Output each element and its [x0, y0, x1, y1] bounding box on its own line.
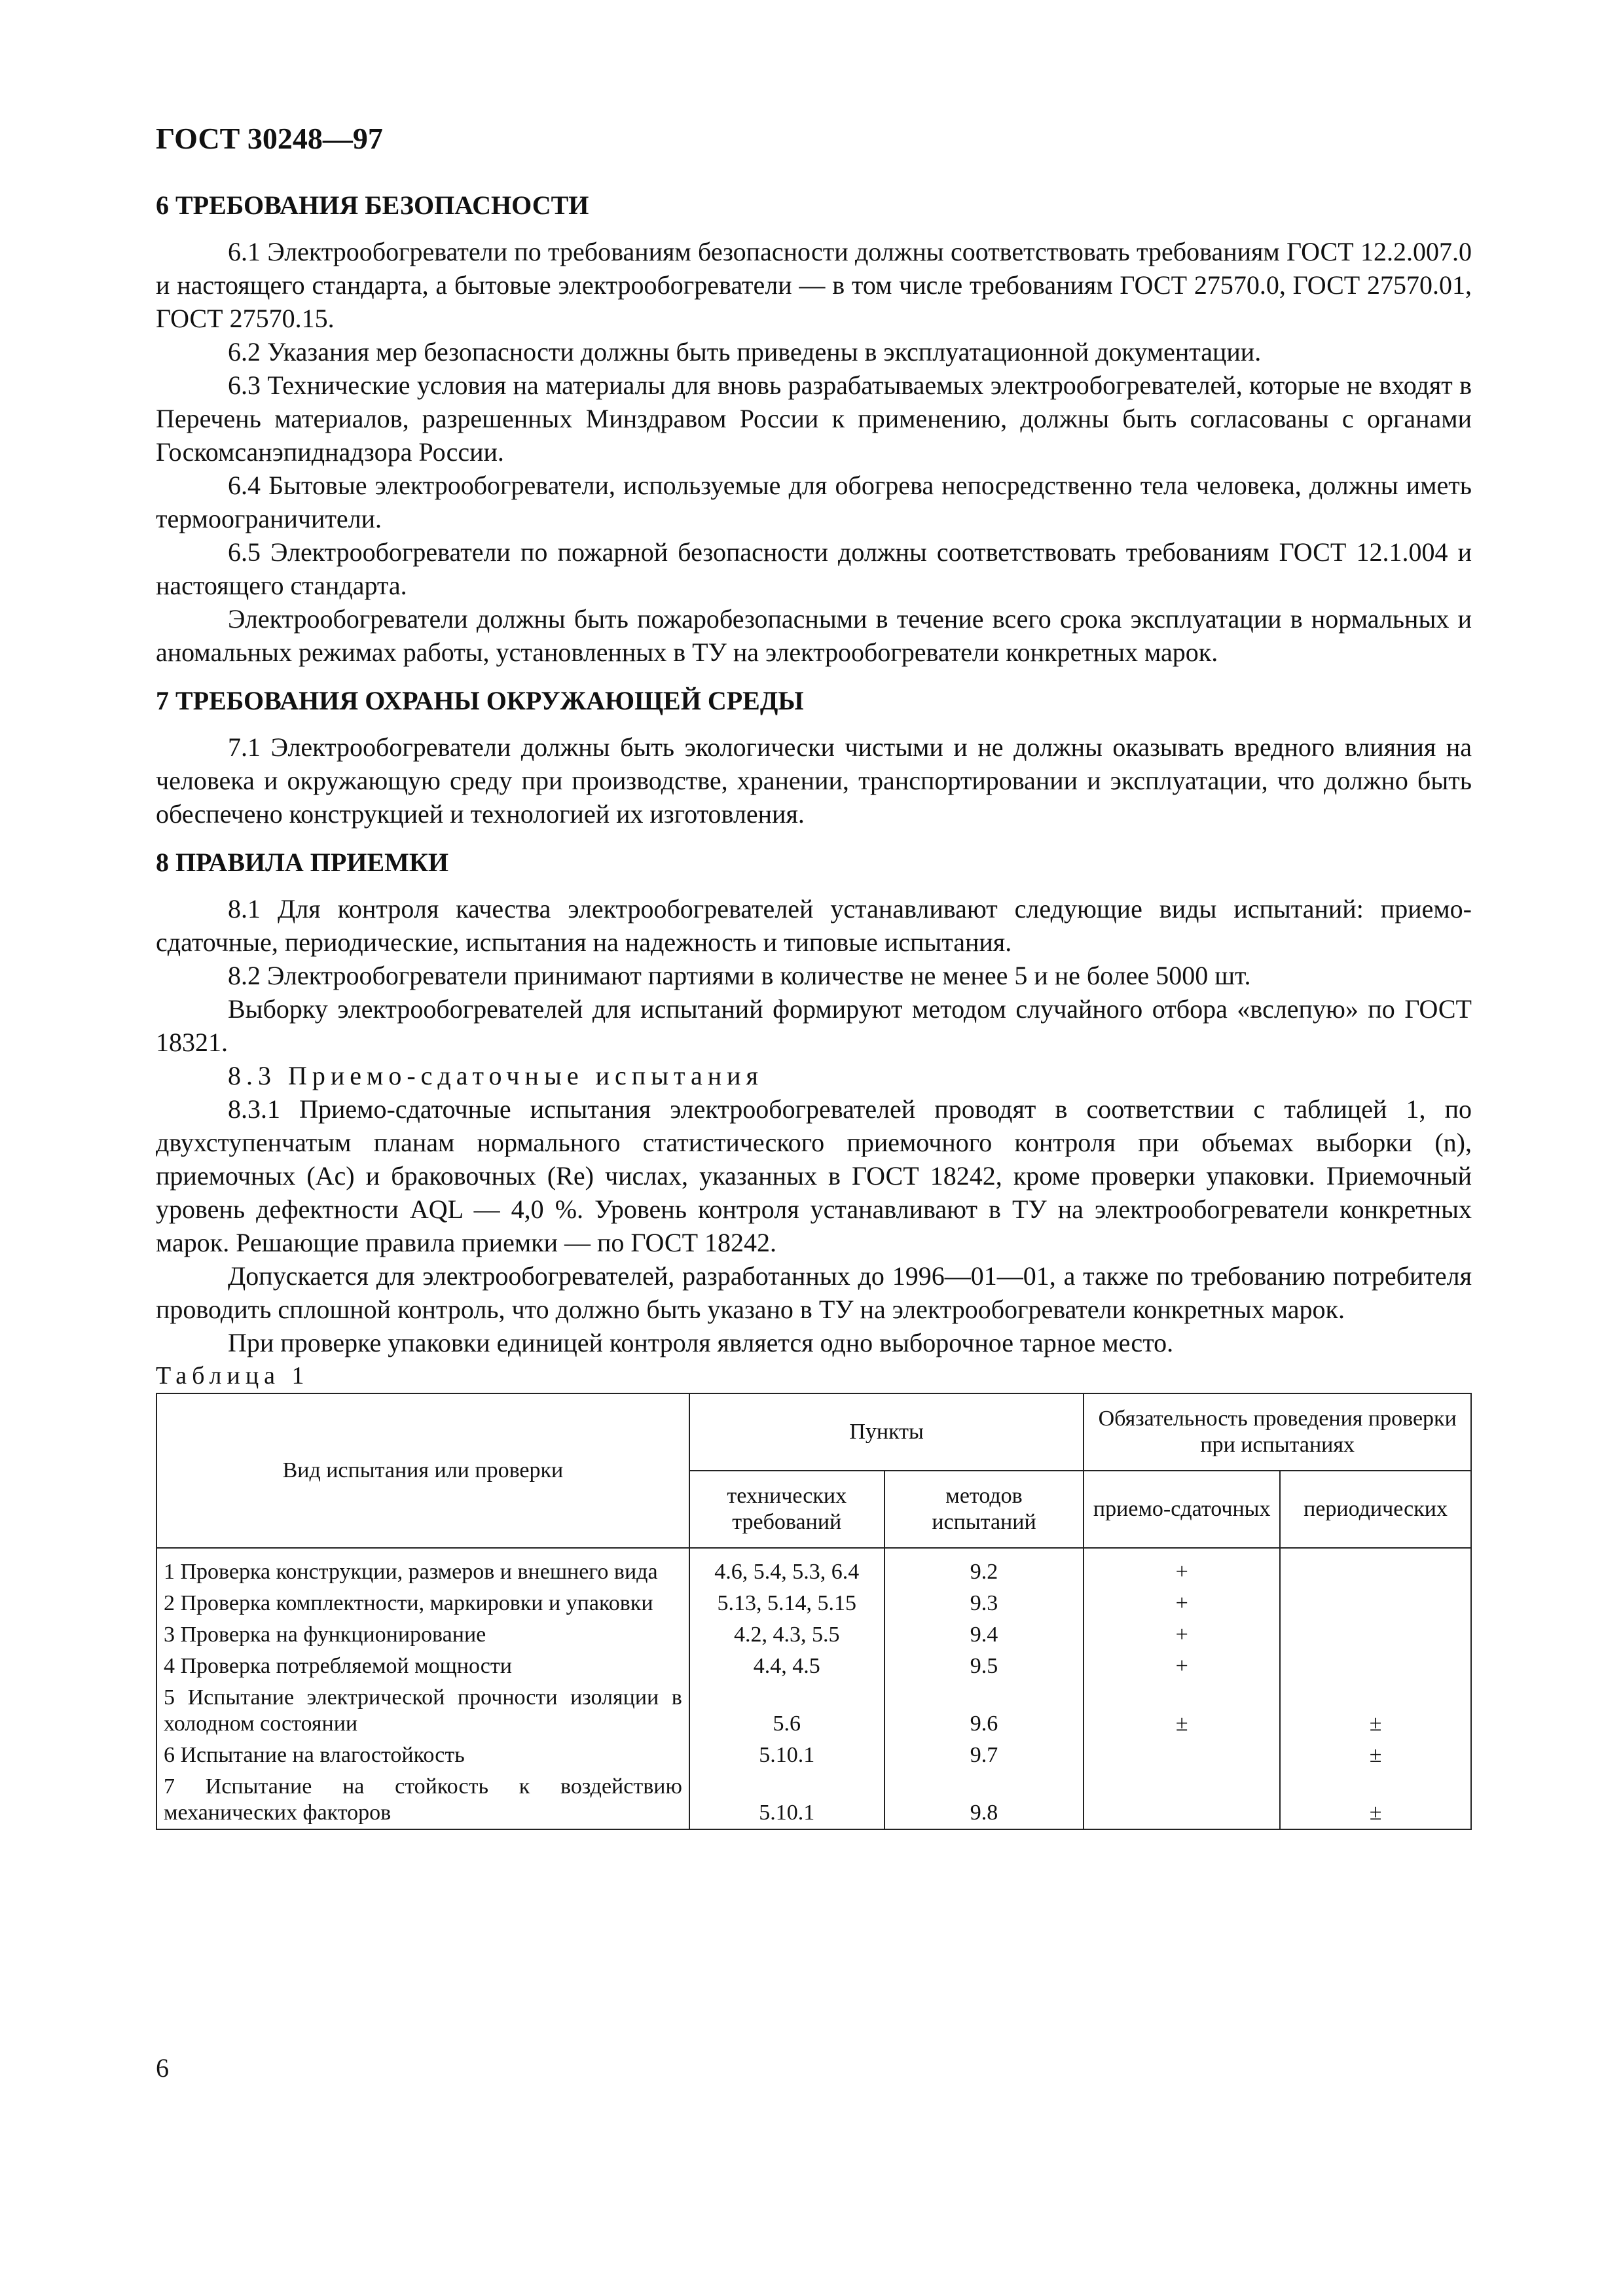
row-acceptance-mark: + — [1084, 1588, 1280, 1619]
row-method-clause: 9.5 — [884, 1651, 1084, 1682]
paragraph-6-5: 6.5 Электрообогреватели по пожарной безопасности должны соответствовать требованиям ГОСТ 12.1.004 и настоящего стандарта. — [156, 537, 1472, 600]
row-acceptance-mark: ± — [1084, 1682, 1280, 1740]
page-content — [156, 173, 1472, 1830]
row-method-clause: 9.6 — [884, 1682, 1084, 1740]
header-test-methods: методов испытаний — [884, 1471, 1084, 1548]
row-method-clause: 9.3 — [884, 1588, 1084, 1619]
row-method-clause: 9.4 — [884, 1619, 1084, 1651]
header-acceptance: приемо-сдаточных — [1084, 1471, 1280, 1548]
table-row — [156, 1740, 1471, 1771]
table-row — [156, 1619, 1471, 1651]
row-test-name: 1 Проверка конструкции, размеров и внешнего вида — [156, 1548, 689, 1588]
row-tech-clauses: 5.6 — [689, 1682, 884, 1740]
table-row — [156, 1651, 1471, 1682]
paragraph-6-1: 6.1 Электрообогреватели по требованиям безопасности должны соответствовать требованиям ГОСТ 12.2.007.0 и настоящего стандарта, а бытовые электрообогреватели — в том числе требованиям ГОСТ 27570.0, ГОСТ 27570.01, ГОСТ 27570.15. — [156, 237, 1472, 333]
row-test-name: 5 Испытание электрической прочности изоляции в холодном состоянии — [156, 1682, 689, 1740]
paragraph-6-5-fire-safety: Электрообогреватели должны быть пожаробезопасными в течение всего срока эксплуатации в нормальных и аномальных режимах работы, установленных в ТУ на электрообогреватели конкретных марок. — [156, 604, 1472, 667]
row-test-name: 3 Проверка на функционирование — [156, 1619, 689, 1651]
table-row — [156, 1548, 1471, 1588]
document-code-header: ГОСТ 30248—97 — [156, 122, 383, 155]
subsection-8-3-title: 8.3 Приемо-сдаточные испытания — [228, 1061, 763, 1090]
paragraph-8-3-1: 8.3.1 Приемо-сдаточные испытания электрообогревателей проводят в соответствии с таблицей 1, по двухступенчатым планам нормального статистического приемочного контроля при объемах выборки (n), приемочных (Ac) и браковочных (Re) числах, указанных в ГОСТ 18242, кроме проверки упаковки. Приемочный уровень дефектности AQL — 4,0 %. Уровень контроля устанавливают в ТУ на электрообогреватели конкретных марок. Решающие правила приемки — по ГОСТ 18242. — [156, 1094, 1472, 1257]
header-clauses: Пункты — [689, 1393, 1084, 1471]
row-test-name: 6 Испытание на влагостойкость — [156, 1740, 689, 1771]
section-6-heading: 6 ТРЕБОВАНИЯ БЕЗОПАСНОСТИ — [156, 190, 589, 220]
test-table — [156, 1393, 1472, 1830]
row-tech-clauses: 4.6, 5.4, 5.3, 6.4 — [689, 1548, 884, 1588]
row-periodic-mark — [1280, 1588, 1471, 1619]
row-periodic-mark — [1280, 1548, 1471, 1588]
row-tech-clauses: 4.2, 4.3, 5.5 — [689, 1619, 884, 1651]
row-tech-clauses: 4.4, 4.5 — [689, 1651, 884, 1682]
paragraph-6-3: 6.3 Технические условия на материалы для вновь разрабатываемых электрообогревателей, которые не входят в Перечень материалов, разрешенных Минздравом России к применению, должны быть согласованы с органами Госкомсанэпиднадзора России. — [156, 370, 1472, 467]
table-row — [156, 1588, 1471, 1619]
row-tech-clauses: 5.10.1 — [689, 1740, 884, 1771]
row-test-name: 2 Проверка комплектности, маркировки и упаковки — [156, 1588, 689, 1619]
row-periodic-mark: ± — [1280, 1682, 1471, 1740]
row-periodic-mark — [1280, 1619, 1471, 1651]
row-acceptance-mark — [1084, 1740, 1280, 1771]
row-acceptance-mark: + — [1084, 1548, 1280, 1588]
paragraph-7-1: 7.1 Электрообогреватели должны быть экологически чистыми и не должны оказывать вредного влияния на человека и окружающую среду при производстве, хранении, транспортировании и эксплуатации, что должно быть обеспечено конструкцией и технологией их изготовления. — [156, 732, 1472, 829]
paragraph-6-4: 6.4 Бытовые электрообогреватели, используемые для обогрева непосредственно тела человека, должны иметь термоограничители. — [156, 471, 1472, 533]
header-test-type: Вид испытания или проверки — [156, 1393, 689, 1548]
paragraph-8-1: 8.1 Для контроля качества электрообогревателей устанавливают следующие виды испытаний: приемо-сдаточные, периодические, испытания на надежность и типовые испытания. — [156, 894, 1472, 957]
section-7-heading: 7 ТРЕБОВАНИЯ ОХРАНЫ ОКРУЖАЮЩЕЙ СРЕДЫ — [156, 686, 804, 715]
row-acceptance-mark: + — [1084, 1651, 1280, 1682]
row-periodic-mark — [1280, 1651, 1471, 1682]
row-acceptance-mark — [1084, 1771, 1280, 1829]
header-periodic: периодических — [1280, 1471, 1471, 1548]
page-number: 6 — [156, 2053, 169, 2083]
header-tech-requirements: технических требований — [689, 1471, 884, 1548]
paragraph-6-2: 6.2 Указания мер безопасности должны быть приведены в эксплуатационной документации. — [228, 337, 1262, 367]
paragraph-8-2: 8.2 Электрообогреватели принимают партиями в количестве не менее 5 и не более 5000 шт. — [228, 961, 1251, 990]
row-periodic-mark: ± — [1280, 1740, 1471, 1771]
row-periodic-mark: ± — [1280, 1771, 1471, 1829]
row-test-name: 4 Проверка потребляемой мощности — [156, 1651, 689, 1682]
paragraph-8-3-1-continuous-control: Допускается для электрообогревателей, разработанных до 1996—01—01, а также по требованию потребителя проводить сплошной контроль, что должно быть указано в ТУ на электрообогреватели конкретных марок. — [156, 1261, 1472, 1324]
table-row — [156, 1771, 1471, 1829]
header-mandatory: Обязательность проведения проверки при испытаниях — [1084, 1393, 1471, 1471]
row-tech-clauses: 5.13, 5.14, 5.15 — [689, 1588, 884, 1619]
table-caption: Таблица 1 — [156, 1362, 310, 1390]
row-test-name: 7 Испытание на стойкость к воздействию механических факторов — [156, 1771, 689, 1829]
section-8-heading: 8 ПРАВИЛА ПРИЕМКИ — [156, 848, 449, 877]
paragraph-8-3-1-packaging: При проверке упаковки единицей контроля является одно выборочное тарное место. — [228, 1328, 1174, 1357]
row-method-clause: 9.2 — [884, 1548, 1084, 1588]
row-tech-clauses: 5.10.1 — [689, 1771, 884, 1829]
row-acceptance-mark: + — [1084, 1619, 1280, 1651]
paragraph-8-2-sampling: Выборку электрообогревателей для испытаний формируют методом случайного отбора «вслепую» по ГОСТ 18321. — [156, 994, 1472, 1057]
table-row — [156, 1682, 1471, 1740]
row-method-clause: 9.7 — [884, 1740, 1084, 1771]
row-method-clause: 9.8 — [884, 1771, 1084, 1829]
